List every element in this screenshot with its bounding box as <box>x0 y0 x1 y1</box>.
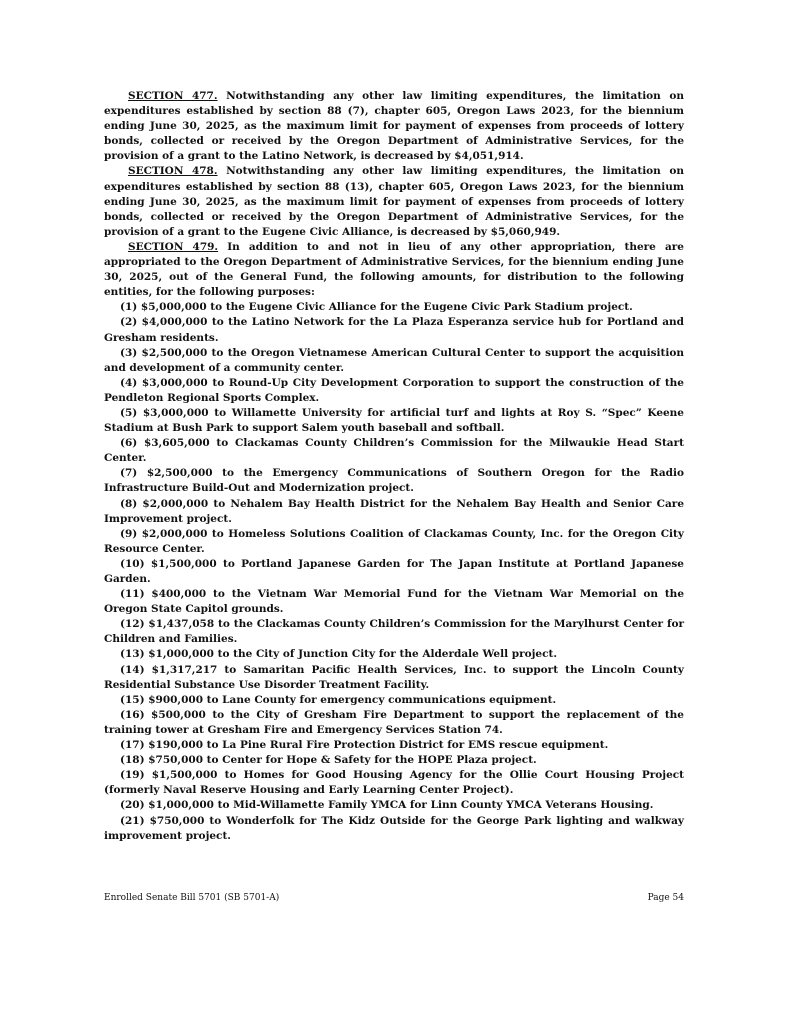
section-479 <box>104 240 684 300</box>
section-text: Notwithstanding any other law limiting expenditures, the limitation on expenditures established by section 88 (7), chapter 605, Oregon Laws 2023, for the biennium ending June 30, 2025, as the maximum limit for payment of expenses from proceeds of lottery bonds, collected or received by the Oregon Department of Administrative Services, for the provision of a grant to the Latino Network, is decreased by $4,051,914. <box>104 90 684 163</box>
document-body <box>104 89 684 844</box>
list-item: (13) $1,000,000 to the City of Junction City for the Alderdale Well project. <box>120 648 557 661</box>
list-item: (11) $400,000 to the Vietnam War Memorial Fund for the Vietnam War Memorial on the Oregon State Capitol grounds. <box>104 588 684 616</box>
list-item: (1) $5,000,000 to the Eugene Civic Alliance for the Eugene Civic Park Stadium project. <box>120 301 633 314</box>
list-item: (20) $1,000,000 to Mid-Willamette Family YMCA for Linn County YMCA Veterans Housing. <box>120 799 654 812</box>
section-478 <box>104 164 684 239</box>
footer-bill-name: Enrolled Senate Bill 5701 (SB 5701-A) <box>104 893 280 903</box>
list-item: (4) $3,000,000 to Round-Up City Development Corporation to support the construction of the Pendleton Regional Sports Complex. <box>104 376 684 404</box>
list-item: (10) $1,500,000 to Portland Japanese Garden for The Japan Institute at Portland Japanese Garden. <box>104 557 684 585</box>
list-item: (8) $2,000,000 to Nehalem Bay Health District for the Nehalem Bay Health and Senior Care Improvement project. <box>104 497 684 525</box>
list-item: (19) $1,500,000 to Homes for Good Housing Agency for the Ollie Court Housing Project (formerly Naval Reserve Housing and Early Learning Center Project). <box>104 769 684 797</box>
list-item: (5) $3,000,000 to Willamette University for artificial turf and lights at Roy S. “Spec” Keene Stadium at Bush Park to support Salem youth baseball and softball. <box>104 406 684 435</box>
list-item: (14) $1,317,217 to Samaritan Pacific Health Services, Inc. to support the Lincoln County Residential Substance Use Disorder Treatment Facility. <box>104 663 684 691</box>
list-item: (12) $1,437,058 to the Clackamas County Children’s Commission for the Marylhurst Center for Children and Families. <box>104 618 684 646</box>
list-item: (6) $3,605,000 to Clackamas County Children’s Commission for the Milwaukie Head Start Center. <box>104 437 684 465</box>
list-item: (15) $900,000 to Lane County for emergency communications equipment. <box>120 693 557 706</box>
section-label: SECTION 477. <box>128 90 218 102</box>
list-item: (3) $2,500,000 to the Oregon Vietnamese American Cultural Center to support the acquisition and development of a community center. <box>104 346 684 374</box>
list-item: (17) $190,000 to La Pine Rural Fire Protection District for EMS rescue equipment. <box>120 739 609 752</box>
section-text: In addition to and not in lieu of any other appropriation, there are appropriated to the Oregon Department of Administrative Services, for the biennium ending June 30, 2025, out of the General Fund, the following amounts, for distribution to the following entities, for the following purposes: <box>104 240 684 299</box>
section-477 <box>104 89 684 164</box>
section-label: SECTION 478. <box>128 165 218 178</box>
list-item: (7) $2,500,000 to the Emergency Communications of Southern Oregon for the Radio Infrastructure Build-Out and Modernization project. <box>104 467 684 495</box>
section-label: SECTION 479. <box>128 240 219 253</box>
list-item: (2) $4,000,000 to the Latino Network for the La Plaza Esperanza service hub for Portland and Gresham residents. <box>104 316 684 344</box>
list-item: (18) $750,000 to Center for Hope & Safety for the HOPE Plaza project. <box>120 754 537 767</box>
list-item: (16) $500,000 to the City of Gresham Fire Department to support the replacement of the training tower at Gresham Fire and Emergency Services Station 74. <box>104 708 684 736</box>
list-item: (9) $2,000,000 to Homeless Solutions Coalition of Clackamas County, Inc. for the Oregon City Resource Center. <box>104 527 684 555</box>
page-footer <box>104 893 684 903</box>
footer-page-number: Page 54 <box>647 893 684 903</box>
list-item: (21) $750,000 to Wonderfolk for The Kidz Outside for the George Park lighting and walkway improvement project. <box>104 814 684 842</box>
section-text: Notwithstanding any other law limiting expenditures, the limitation on expenditures established by section 88 (13), chapter 605, Oregon Laws 2023, for the biennium ending June 30, 2025, as the maximum limit for payment of expenses from proceeds of lottery bonds, collected or received by the Oregon Department of Administrative Services, for the provision of a grant to the Eugene Civic Alliance, is decreased by $5,060,949. <box>104 165 684 238</box>
